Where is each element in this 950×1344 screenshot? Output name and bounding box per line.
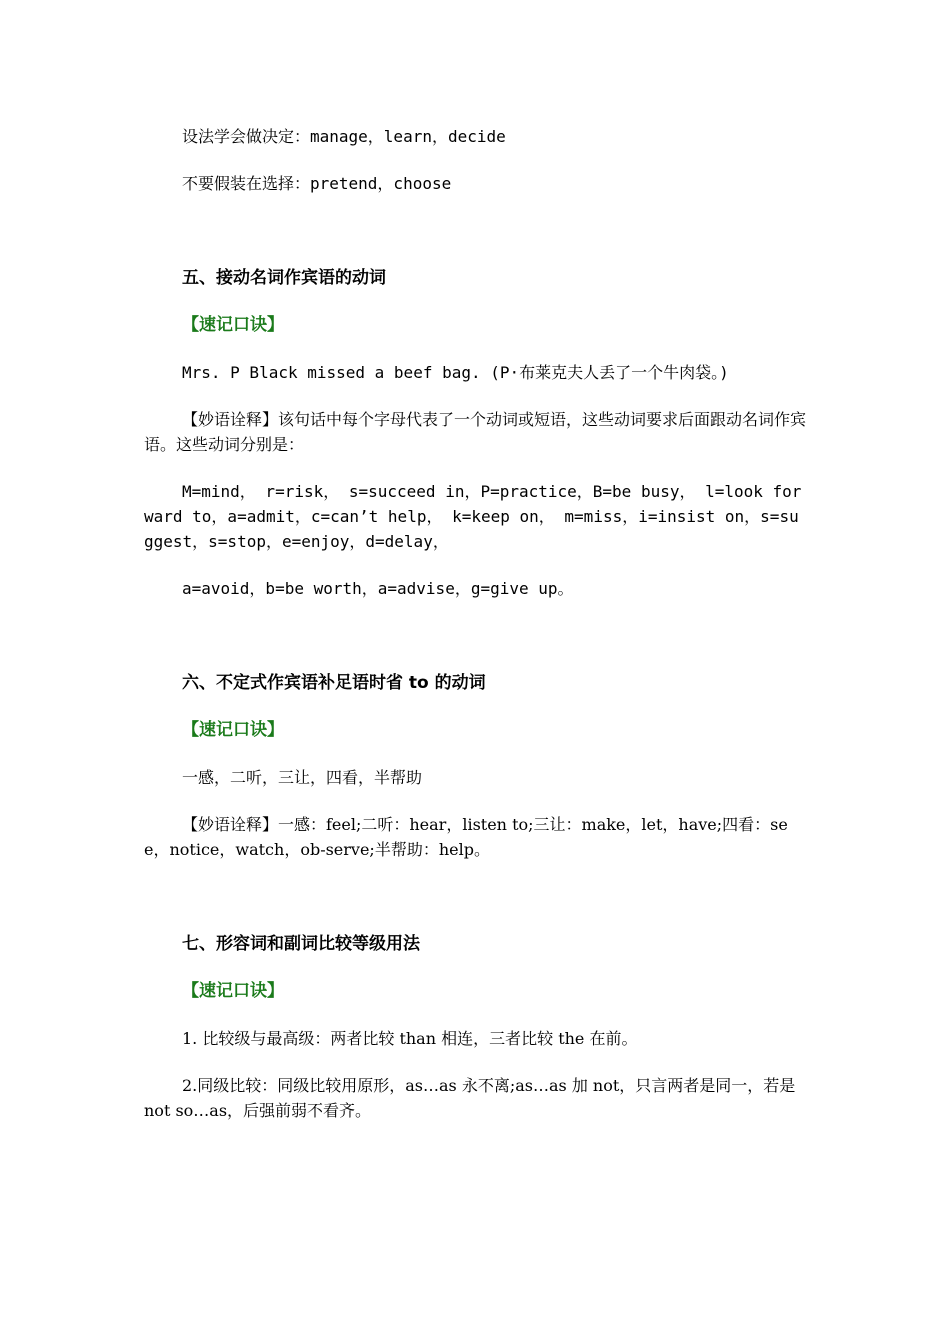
- section7-rule1: 1. 比较级与最高级：两者比较 than 相连，三者比较 the 在前。: [182, 1029, 638, 1048]
- section6-heading: 六、不定式作宾语补足语时省 to 的动词: [182, 673, 486, 693]
- document-body: [144, 124, 808, 1123]
- section5-mnemonic-label: 【速记口诀】: [182, 315, 284, 335]
- section6-explanation: 【妙语诠释】一感：feel;二听：hear，listen to;三让：make，let，have;四看：see，notice，watch，ob-serve;半帮助：help。: [144, 815, 788, 859]
- section6-mnemonic: 一感，二听，三让，四看，半帮助: [182, 768, 423, 787]
- section5-explanation: 【妙语诠释】该句话中每个字母代表了一个动词或短语，这些动词要求后面跟动名词作宾语。这些动词分别是：: [144, 410, 807, 454]
- section7-heading: 七、形容词和副词比较等级用法: [182, 934, 420, 954]
- section5-verb-list: M=mind， r=risk， s=succeed in，P=practice，B=be busy， l=look forward to，a=admit，c=can’t help， k=keep on， m=miss，i=insist on，s=suggest，s=stop，e=enjoy，d=delay，: [144, 482, 802, 551]
- section6-mnemonic-label: 【速记口诀】: [182, 720, 284, 740]
- mnemonic-line-choose: 不要假装在选择：pretend，choose: [182, 174, 452, 193]
- section7-mnemonic-label: 【速记口诀】: [182, 981, 284, 1001]
- section5-mnemonic: Mrs. P Black missed a beef bag. (P·布莱克夫人丢了一个牛肉袋。): [182, 363, 729, 382]
- mnemonic-line-decide: 设法学会做决定：manage，learn，decide: [182, 127, 506, 146]
- section5-verb-list-continued: a=avoid，b=be worth，a=advise，g=give up。: [182, 579, 574, 598]
- section5-heading: 五、接动名词作宾语的动词: [182, 268, 386, 288]
- section7-rule2: 2.同级比较：同级比较用原形，as…as 永不离;as…as 加 not，只言两者是同一，若是 not so…as，后强前弱不看齐。: [144, 1076, 796, 1120]
